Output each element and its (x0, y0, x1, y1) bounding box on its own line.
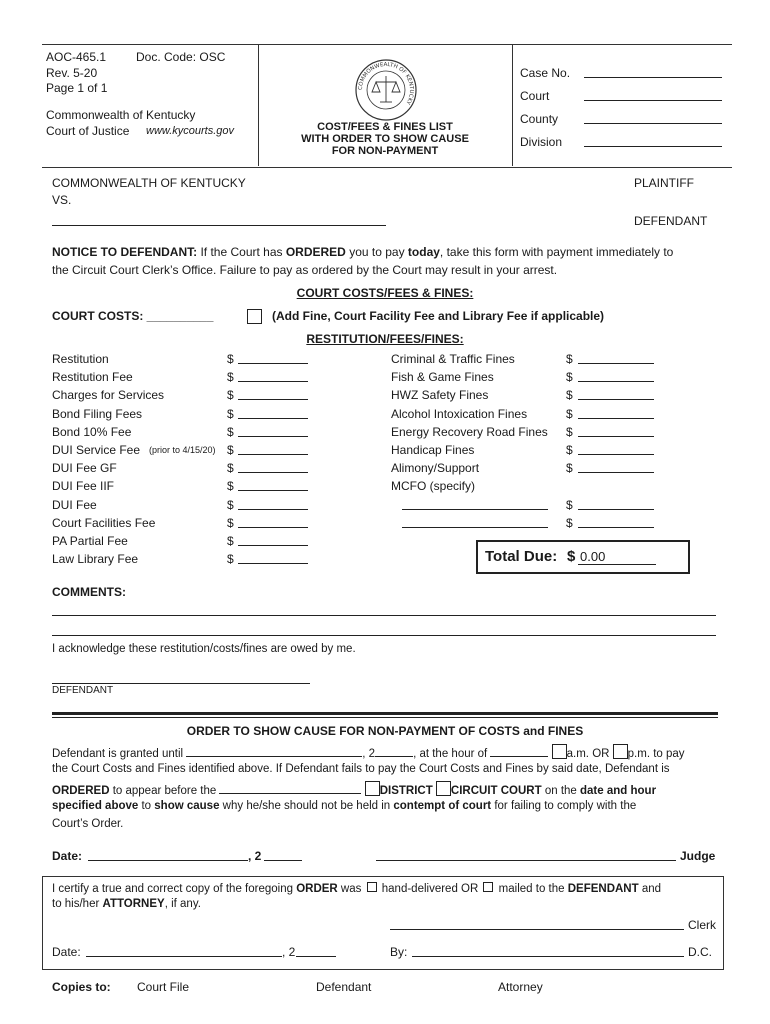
left-fee-dollar-sign: $ (227, 515, 234, 530)
right-fee-label: MCFO (specify) (391, 479, 475, 494)
order-appear-before-field[interactable] (219, 782, 361, 794)
order-why: why he/she should not be held in (219, 800, 394, 812)
cert-text-e: , if any. (164, 898, 201, 910)
section-divider-thin (52, 717, 718, 718)
right-fee-label: HWZ Safety Fines (391, 388, 489, 403)
left-fee-label: DUI Service Fee (52, 443, 141, 457)
order-date-field[interactable] (186, 745, 362, 757)
versus-label: VS. (52, 193, 72, 207)
order-ordered: ORDERED (52, 785, 110, 797)
right-fee-label: Handicap Fines (391, 443, 475, 457)
mcfo-dollar-2: $ (566, 516, 573, 530)
copies-defendant: Defendant (316, 980, 372, 994)
add-fine-label: (Add Fine, Court Facility Fee and Library Fee if applicable) (272, 309, 605, 323)
division-label: Division (520, 135, 563, 149)
right-fee-row (0, 461, 770, 479)
cert-text-a: I certify a true and correct copy of the foregoing (52, 883, 297, 895)
right-fee-label: Alimony/Support (391, 461, 480, 476)
right-fee-dollar-sign: $ (566, 461, 573, 476)
notice-ordered: ORDERED (285, 245, 346, 259)
copies-attorney: Attorney (498, 980, 543, 994)
website-link: www.kycourts.gov (146, 125, 235, 137)
am-label: a.m. OR (566, 748, 610, 760)
right-fee-amount-field[interactable] (578, 407, 654, 419)
right-fee-amount-field[interactable] (578, 461, 654, 473)
notice-part1: If the Court has (197, 245, 286, 259)
mcfo-specify-field-2[interactable] (402, 516, 548, 528)
order-line2: the Court Costs and Fines identified above. If Defendant fails to pay the Court Costs and Fines by said date, Defendant is (52, 763, 670, 775)
cert-year-field[interactable] (296, 945, 336, 957)
left-fee-amount-field[interactable] (238, 552, 308, 564)
form-id: AOC-465.1 (46, 50, 107, 64)
by-label: By: (390, 945, 408, 959)
order-hour-field[interactable] (490, 745, 548, 757)
left-fee-amount-field[interactable] (238, 534, 308, 546)
left-fee-label: Charges for Services (52, 388, 165, 403)
right-fee-label: Criminal & Traffic Fines (391, 352, 515, 366)
left-fee-row (0, 516, 380, 534)
case-no-label: Case No. (520, 66, 571, 80)
left-fee-row (0, 552, 380, 570)
judge-label: Judge (680, 849, 716, 863)
mcfo-amount-field-1[interactable] (578, 498, 654, 510)
right-fee-amount-field[interactable] (578, 370, 654, 382)
left-fee-label: Restitution Fee (52, 370, 133, 385)
left-fee-note: (prior to 4/15/20) (149, 445, 216, 455)
judge-signature-line[interactable] (376, 849, 676, 861)
right-fee-dollar-sign: $ (566, 424, 573, 439)
cert-date-field[interactable] (86, 945, 282, 957)
county-field[interactable] (584, 112, 722, 124)
clerk-signature-line[interactable] (390, 918, 684, 930)
right-fee-row (0, 388, 770, 406)
cert-defendant: DEFENDANT (567, 883, 639, 895)
court-field[interactable] (584, 89, 722, 101)
cert-line2 (52, 898, 201, 910)
left-fee-label: Bond Filing Fees (52, 406, 143, 421)
order-line3 (52, 781, 656, 797)
left-fee-dollar-sign: $ (227, 388, 234, 403)
order-line5: Court’s Order. (52, 818, 124, 830)
plaintiff-label: PLAINTIFF (634, 176, 695, 190)
order-sign-year-prefix: , 2 (248, 849, 262, 863)
right-fee-label: Fish & Game Fines (391, 370, 494, 385)
order-appear-text: to appear before the (109, 785, 220, 797)
total-due-dollar: $ (567, 548, 576, 565)
header-divider-right (512, 44, 513, 166)
acknowledge-text: I acknowledge these restitution/costs/fines are owed by me. (52, 643, 356, 655)
left-fee-dollar-sign: $ (227, 552, 234, 567)
am-checkbox[interactable] (552, 744, 567, 759)
order-specified-above: specified above (52, 800, 139, 812)
page-number: Page 1 of 1 (46, 81, 108, 95)
plaintiff-name: COMMONWEALTH OF KENTUCKY (52, 176, 246, 190)
circuit-label: CIRCUIT COURT (450, 785, 542, 797)
comments-label: COMMENTS: (52, 585, 126, 599)
restitution-heading: RESTITUTION/FEES/FINES: (306, 332, 464, 346)
right-fee-row (0, 425, 770, 443)
left-fee-dollar-sign: $ (227, 534, 234, 548)
cert-mailed: mailed to the (495, 883, 568, 895)
cert-text-c: and (638, 883, 662, 895)
defendant-label: DEFENDANT (634, 214, 708, 228)
order-contempt: contempt of court (393, 800, 492, 812)
order-year-field[interactable] (375, 745, 413, 757)
hand-delivered-checkbox[interactable] (367, 882, 377, 892)
mailed-checkbox[interactable] (483, 882, 493, 892)
mcfo-dollar-1: $ (566, 498, 573, 512)
notice-lead: NOTICE TO DEFENDANT: (52, 245, 198, 259)
left-fee-dollar-sign: $ (227, 443, 234, 457)
district-checkbox[interactable] (365, 781, 380, 796)
form-revision: Rev. 5-20 (46, 66, 98, 80)
division-field[interactable] (584, 135, 722, 147)
left-fee-amount-field[interactable] (238, 516, 308, 528)
county-label: County (520, 112, 559, 126)
order-hour-label: , at the hour of (413, 748, 488, 760)
notice-today: today (407, 245, 440, 259)
right-fee-amount-field[interactable] (578, 352, 654, 364)
case-no-field[interactable] (584, 66, 722, 78)
form-title (258, 121, 512, 157)
order-title: ORDER TO SHOW CAUSE FOR NON-PAYMENT OF COSTS and FINES (186, 724, 584, 738)
right-fee-amount-field[interactable] (578, 388, 654, 400)
order-year-prefix: , 2 (362, 748, 376, 760)
left-fee-label: Restitution (52, 352, 109, 366)
order-failing: for failing to comply with the (491, 800, 637, 812)
right-fee-dollar-sign: $ (566, 388, 573, 403)
left-fee-label: DUI Fee GF (52, 461, 117, 476)
court-costs-label: COURT COSTS: __________ (52, 309, 214, 323)
order-date-and-hour: date and hour (580, 785, 657, 797)
left-fee-label: PA Partial Fee (52, 534, 128, 548)
order-date-label: Date: (52, 849, 83, 863)
defendant-signature-label: DEFENDANT (52, 685, 114, 696)
comments-line-2[interactable] (52, 624, 716, 636)
court-of-justice-label: Court of Justice (46, 124, 130, 138)
seal-lettering: COMMONWEALTH OF KENTUCKY (357, 61, 415, 106)
cert-line1 (52, 882, 661, 895)
total-due-value[interactable]: 0.00 (578, 549, 656, 565)
mcfo-amount-field-2[interactable] (578, 516, 654, 528)
cert-date-label: Date: (52, 945, 81, 959)
order-show-cause: show cause (154, 800, 220, 812)
left-fee-label: Bond 10% Fee (52, 424, 132, 439)
notice-part3: , take this form with payment immediately to (439, 245, 674, 259)
kentucky-seal-icon (354, 58, 418, 122)
total-due-label: Total Due: (485, 548, 558, 565)
left-fee-dollar-sign: $ (227, 479, 234, 494)
left-fee-dollar-sign: $ (227, 461, 234, 476)
left-fee-dollar-sign: $ (227, 424, 234, 439)
order-line1 (52, 744, 685, 760)
left-fee-dollar-sign: $ (227, 370, 234, 385)
left-fee-dollar-sign: $ (227, 406, 234, 421)
right-fee-row (0, 443, 770, 461)
cert-year-prefix: , 2 (282, 945, 296, 959)
pm-label: p.m. to pay (627, 748, 685, 760)
deputy-clerk-label: D.C. (688, 945, 712, 959)
add-fine-checkbox[interactable] (247, 309, 262, 324)
form-title-line2: WITH ORDER TO SHOW CAUSE (301, 133, 469, 145)
section-divider-thick (52, 712, 718, 715)
copies-court-file: Court File (137, 980, 190, 994)
comments-line-1[interactable] (52, 604, 716, 616)
right-fee-row (0, 370, 770, 388)
right-fee-amount-field[interactable] (578, 443, 654, 455)
cert-hand: hand-delivered OR (378, 883, 482, 895)
commonwealth-label: Commonwealth of Kentucky (46, 108, 196, 122)
district-label: DISTRICT (379, 785, 433, 797)
clerk-label: Clerk (688, 918, 717, 932)
left-fee-label: Court Facilities Fee (52, 515, 156, 530)
left-fee-dollar-sign: $ (227, 352, 234, 366)
order-granted-until: Defendant is granted until (52, 748, 184, 760)
right-fee-label: Energy Recovery Road Fines (391, 424, 548, 439)
cert-order: ORDER (296, 883, 338, 895)
mcfo-specify-field-1[interactable] (402, 498, 548, 510)
doc-code: Doc. Code: OSC (136, 50, 226, 64)
notice-line2: the Circuit Court Clerk’s Office. Failure to pay as ordered by the Court may result in your arrest. (52, 263, 558, 277)
form-title-line1: COST/FEES & FINES LIST (317, 121, 453, 133)
left-fee-label: DUI Fee (52, 497, 97, 512)
circuit-checkbox[interactable] (436, 781, 451, 796)
right-fee-label: Alcohol Intoxication Fines (391, 406, 528, 421)
right-fee-list (0, 352, 770, 502)
order-sign-year-field[interactable] (264, 849, 302, 861)
left-fee-row (0, 534, 380, 552)
right-fee-amount-field[interactable] (578, 425, 654, 437)
left-fee-label: DUI Fee IIF (52, 479, 115, 494)
costs-heading: COURT COSTS/FEES & FINES: (296, 286, 474, 300)
right-fee-dollar-sign: $ (566, 443, 573, 457)
right-fee-dollar-sign: $ (566, 406, 573, 421)
form-title-line3: FOR NON-PAYMENT (331, 145, 439, 157)
order-line4 (52, 800, 636, 812)
cert-text-b: was (337, 883, 365, 895)
order-sign-date-field[interactable] (88, 849, 248, 861)
left-fee-label: Law Library Fee (52, 552, 139, 567)
cert-attorney: ATTORNEY (102, 898, 165, 910)
notice-line1 (52, 245, 673, 259)
deputy-clerk-signature-line[interactable] (412, 945, 684, 957)
notice-part2: you to pay (345, 245, 408, 259)
right-fee-row (0, 352, 770, 370)
left-fee-dollar-sign: $ (227, 497, 234, 512)
right-fee-row (0, 407, 770, 425)
order-on-the: on the (541, 785, 581, 797)
court-label: Court (520, 89, 550, 103)
order-to: to (138, 800, 155, 812)
pm-checkbox[interactable] (613, 744, 628, 759)
copies-label: Copies to: (52, 980, 111, 994)
right-fee-dollar-sign: $ (566, 352, 573, 366)
right-fee-row (0, 479, 770, 497)
defendant-signature-line[interactable] (52, 672, 310, 684)
defendant-name-field[interactable] (52, 214, 386, 226)
right-fee-dollar-sign: $ (566, 370, 573, 385)
cert-text-d: to his/her (52, 898, 103, 910)
